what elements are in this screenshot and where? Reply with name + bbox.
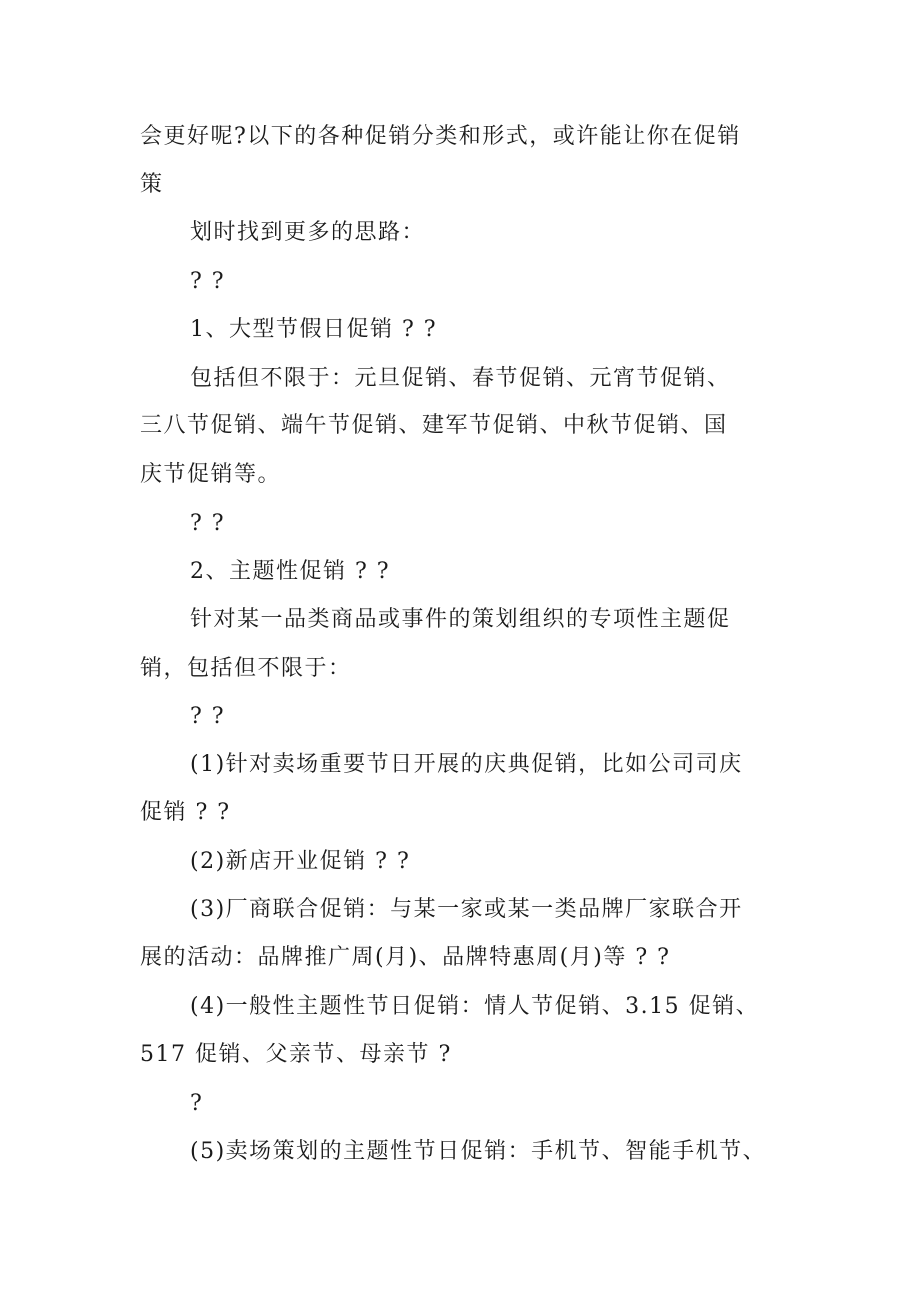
- text-line: 庆节促销等。: [140, 462, 282, 487]
- section-heading: 2、主题性促销 ? ?: [190, 559, 391, 584]
- text-line: 包括但不限于：元旦促销、春节促销、元宵节促销、: [190, 366, 731, 391]
- text-line: 会更好呢?以下的各种促销分类和形式，或许能让你在促销: [140, 124, 741, 149]
- text-line: 销，包括但不限于：: [140, 656, 352, 681]
- text-line: 划时找到更多的思路：: [190, 220, 426, 245]
- text-line: 策: [140, 172, 164, 197]
- text-line: 517 促销、父亲节、母亲节 ?: [140, 1042, 452, 1067]
- text-line: ? ?: [190, 269, 226, 294]
- list-item: (5)卖场策划的主题性节日促销：手机节、智能手机节、: [190, 1139, 767, 1164]
- list-item: (4)一般性主题性节日促销：情人节促销、3.15 促销、: [190, 994, 760, 1019]
- list-item: (3)厂商联合促销：与某一家或某一类品牌厂家联合开: [190, 897, 743, 922]
- list-item: (2)新店开业促销 ? ?: [190, 849, 411, 874]
- text-line: 针对某一品类商品或事件的策划组织的专项性主题促: [190, 607, 731, 632]
- text-line: 促销 ? ?: [140, 800, 231, 825]
- text-line: ? ?: [190, 704, 226, 729]
- text-line: 三八节促销、端午节促销、建军节促销、中秋节促销、国: [140, 413, 728, 438]
- section-heading: 1、大型节假日促销 ? ?: [190, 317, 438, 342]
- text-line: ? ?: [190, 511, 226, 536]
- text-line: ?: [190, 1091, 204, 1116]
- list-item: (1)针对卖场重要节日开展的庆典促销，比如公司司庆: [190, 752, 743, 777]
- text-line: 展的活动：品牌推广周(月)、品牌特惠周(月)等 ? ?: [140, 945, 671, 970]
